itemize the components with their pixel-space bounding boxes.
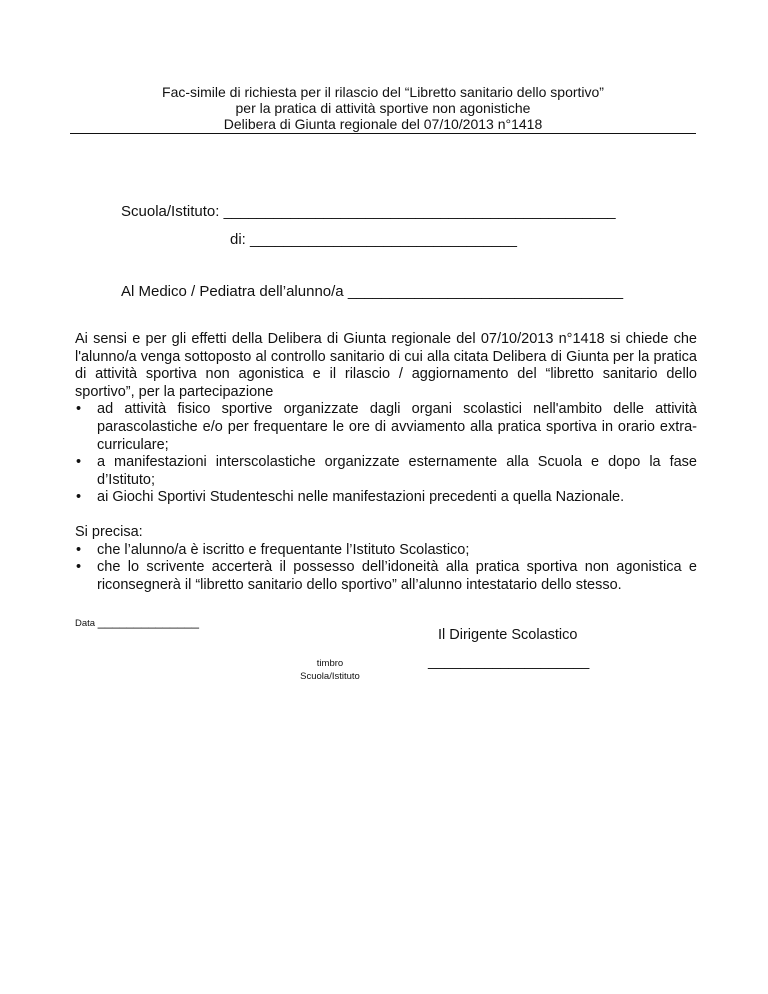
school-blank[interactable]: _______________________________________________ — [223, 203, 616, 220]
doctor-field — [121, 283, 623, 300]
header-title: Fac-simile di richiesta per il rilascio del “Libretto sanitario dello sportivo” — [162, 84, 604, 100]
participation-list — [75, 401, 697, 507]
bullet-icon: • — [76, 559, 82, 576]
list-item: • ad attività fisico sportive organizzate dagli organi scolastici nell'ambito delle attività parascolastiche e/o per frequentare le ore di avviamento alla pratica sportiva in orario extra-curriculare; — [76, 401, 697, 453]
list-item: • ai Giochi Sportivi Studenteschi nelle manifestazioni precedenti a quella Nazionale. — [76, 489, 625, 506]
city-label: di: — [230, 231, 251, 248]
precisa-label: Si precisa: — [75, 523, 143, 540]
doctor-blank[interactable]: _________________________________ — [347, 283, 624, 300]
date-label: Data — [75, 618, 98, 629]
list-item: • a manifestazioni interscolastiche organizzate esternamente alla Scuola e dopo la fase d’Istituto; — [76, 454, 697, 488]
city-field — [230, 231, 517, 248]
doctor-label: Al Medico / Pediatra dell’alunno/a — [121, 283, 348, 300]
precisa-list — [75, 542, 697, 595]
header-divider — [70, 133, 696, 134]
city-blank[interactable]: ________________________________ — [250, 231, 517, 248]
signer-title: Il Dirigente Scolastico — [438, 627, 578, 643]
header-reference: Delibera di Giunta regionale del 07/10/2013 n°1418 — [223, 116, 543, 132]
bullet-icon: • — [76, 454, 82, 471]
bullet-icon: • — [76, 489, 82, 506]
document-header — [70, 84, 696, 132]
request-body — [75, 331, 697, 594]
stamp-sublabel: Scuola/Istituto — [300, 671, 360, 682]
bullet-icon: • — [76, 541, 82, 558]
signature-blank[interactable]: ____________________ — [428, 654, 590, 670]
stamp-area — [290, 657, 370, 683]
school-label: Scuola/Istituto: — [121, 203, 224, 220]
date-field — [75, 614, 199, 629]
date-blank[interactable]: ______________ — [97, 614, 199, 629]
list-item: • che lo scrivente accerterà il possesso dell’idoneità alla pratica sportiva non agonistica e riconsegnerà il “libretto sanitario dello sportivo” all’alunno intestatario dello stesso. — [76, 559, 697, 593]
bullet-icon: • — [76, 401, 82, 418]
request-intro: Ai sensi e per gli effetti della Delibera di Giunta regionale del 07/10/2013 n°1418 si chiede che l'alunno/a venga sottoposto al controllo sanitario di cui alla citata Delibera di Giunta per la pratica di attività sportiva non agonistica e il rilascio / aggiornamento del “libretto sanitario dello sportivo”, per la partecipazione — [75, 331, 697, 400]
school-field — [121, 203, 616, 220]
header-subtitle: per la pratica di attività sportive non agonistiche — [235, 100, 531, 116]
stamp-label: timbro — [316, 658, 344, 669]
list-item: • che l’alunno/a è iscritto e frequentante l’Istituto Scolastico; — [76, 541, 470, 558]
